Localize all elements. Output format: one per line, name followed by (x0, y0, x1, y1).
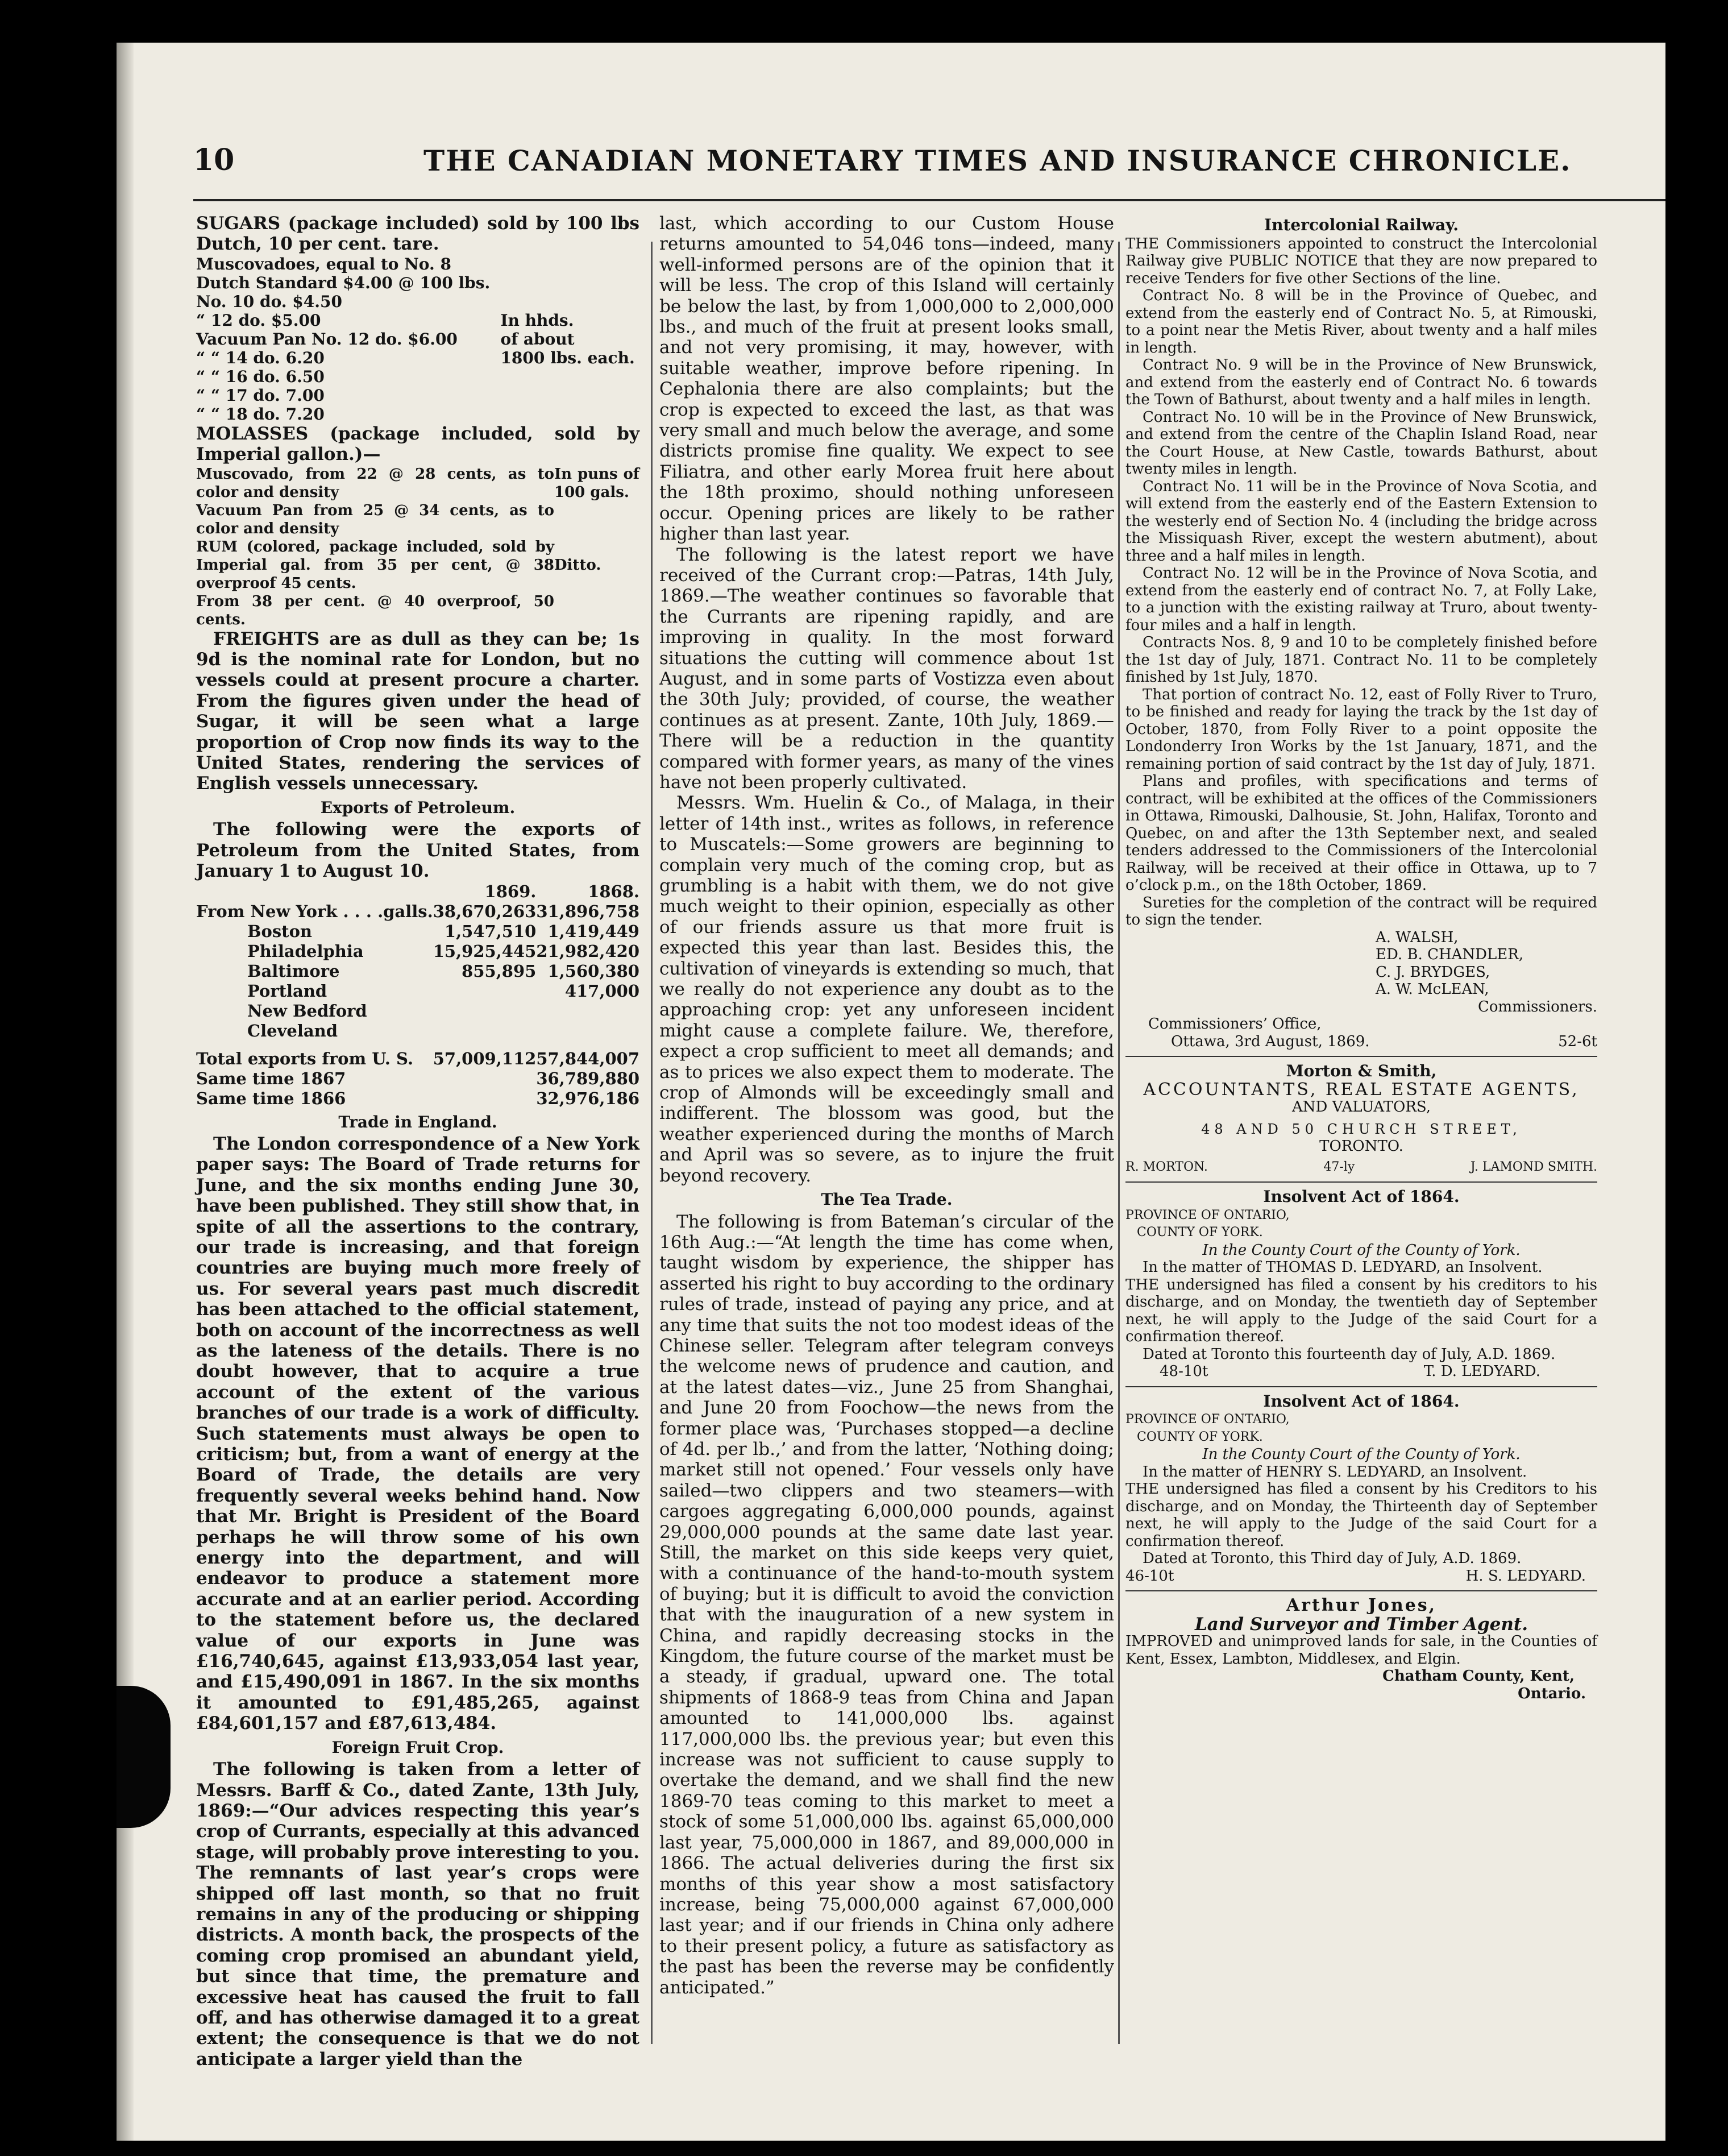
office-line: Commissioners’ Office, (1148, 1015, 1322, 1033)
table-header: 1869. (484, 881, 537, 901)
fruit-heading: Foreign Fruit Crop. (331, 1738, 504, 1757)
table-cell (500, 367, 639, 386)
table-cell (500, 292, 639, 311)
railway-paragraph: THE Commissioners appointed to construct the Intercolonial Railway give PUBLIC NOTICE that they are now prepared to receive Tenders for five other Sections of the line. (1125, 235, 1597, 287)
arthur-jones-subtitle: Land Surveyor and Timber Agent. (1194, 1614, 1528, 1635)
table-cell: From 38 per cent. @ 40 overproof, 50 cents. (196, 592, 554, 628)
morton-smith-city: TORONTO. (1319, 1138, 1403, 1155)
table-row (196, 330, 639, 349)
sugar-table (196, 255, 639, 424)
sign-row (1125, 1363, 1597, 1380)
table-row (196, 465, 639, 501)
railway-paragraph: Sureties for the completion of the contract will be required to sign the tender. (1125, 894, 1597, 928)
insolvent-paragraph: THE undersigned has filed a consent by his Creditors to his discharge, and on Monday, the Thirteenth day of September next, he will apply to the Judge of the said Court for a confirmation thereof. (1125, 1481, 1597, 1550)
morton-smith-address: 48 AND 50 CHURCH STREET, (1201, 1121, 1522, 1137)
column-left (196, 213, 639, 2070)
table-cell: RUM (colored, package included, sold by Imperial gal. from 35 per cent, @ 38 overproof 45 cents. (196, 538, 554, 592)
table-row (196, 1001, 639, 1021)
railway-paragraph: Contract No. 9 will be in the Province of New Brunswick, and extend from the easterly end of Contract No. 6 towards the Town of Bathurst, about twenty and a half miles in length. (1125, 356, 1597, 408)
table-cell: Ditto. (554, 556, 601, 574)
table-cell (536, 1001, 639, 1021)
railway-paragraph: Contracts Nos. 8, 9 and 10 to be completely finished before the 1st day of July, 1871. Contract No. 11 to be completely finished by 1st July, 1870. (1125, 634, 1597, 686)
masthead-title: THE CANADIAN MONETARY TIMES AND INSURANCE CHRONICLE. (423, 144, 1572, 177)
table-cell: In puns of 100 gals. (554, 465, 639, 501)
dated-line: Dated at Toronto, this Third day of July, A.D. 1869. (1143, 1550, 1522, 1567)
page-number: 10 (193, 143, 235, 177)
signer: ED. B. CHANDLER, (1376, 946, 1524, 963)
signature: T. D. LEDYARD. (1423, 1363, 1540, 1380)
court-line: In the County Court of the County of York. (1202, 1241, 1521, 1259)
table-row (196, 311, 639, 330)
insolvent-heading: Insolvent Act of 1864. (1263, 1187, 1460, 1206)
morton-smith-line: ACCOUNTANTS, REAL ESTATE AGENTS, (1143, 1079, 1580, 1100)
ad-code: 48-10t (1160, 1363, 1208, 1380)
table-cell: 32,976,186 (536, 1088, 639, 1108)
table-cell: New Bedford (247, 1001, 367, 1021)
table-cell (500, 255, 639, 273)
ad-code: 47-ly (1323, 1159, 1355, 1174)
table-row (196, 592, 639, 629)
morton-smith-line: AND VALUATORS, (1291, 1098, 1431, 1116)
table-row (196, 942, 639, 961)
railway-paragraph: Contract No. 12 will be in the Province of Nova Scotia, and extend from the easterly end of contract No. 7, at Folly Lake, to a junction with the existing railway at Truro, about twenty-four miles and a half in length. (1125, 565, 1597, 634)
tea-heading: The Tea Trade. (821, 1190, 953, 1209)
dated-line: Dated at Toronto this fourteenth day of July, A.D. 1869. (1143, 1345, 1556, 1363)
partner-name: R. MORTON. (1125, 1159, 1208, 1174)
table-cell: 1,419,449 (547, 921, 639, 941)
signers-block (1125, 929, 1597, 1016)
table-cell: Boston (247, 921, 313, 941)
table-cell: Philadelphia (247, 941, 364, 961)
table-cell (554, 592, 639, 629)
railway-paragraph: That portion of contract No. 12, east of Folly River to Truro, to be finished and ready for laying the track by the 1st day of October, 1870, from Folly River to a point opposite the Londonderry Iron Works by the 1st January, 1871, and the remaining portion of said contract by the 1st day of July, 1871. (1125, 686, 1597, 773)
matter-line: In the matter of THOMAS D. LEDYARD, an Insolvent. (1143, 1259, 1543, 1276)
sugars-lead: SUGARS (package included) sold by 100 lbs Dutch, 10 per cent. tare. (196, 213, 639, 255)
arthur-jones-heading: Arthur Jones, (1286, 1595, 1437, 1615)
table-row (196, 255, 639, 273)
thumb-shadow (117, 1686, 171, 1828)
table-cell: Baltimore (247, 961, 340, 981)
partner-name: J. LAMOND SMITH. (1470, 1159, 1597, 1174)
table-cell (433, 1001, 537, 1021)
table-cell (500, 386, 639, 405)
table-cell: 36,789,880 (536, 1068, 639, 1088)
office-date-row (1125, 1033, 1597, 1051)
railway-heading: Intercolonial Railway. (1264, 215, 1459, 234)
table-cell: Cleveland (247, 1021, 338, 1040)
table-cell: Muscovadoes, equal to No. 8 (196, 254, 451, 273)
table-cell (500, 405, 639, 424)
table-cell: 1,547,510 (444, 921, 537, 941)
table-cell: No. 10 do. $4.50 (196, 292, 342, 311)
table-row (196, 501, 639, 538)
petroleum-intro: The following were the exports of Petroleum from the United States, from January 1 to August 10. (196, 819, 639, 882)
malaga-paragraph: Messrs. Wm. Huelin & Co., of Malaga, in their letter of 14th inst., writes as follows, in reference to Muscatels:—Some growers are beginning to complain very much of the coming crop, but as grumbling is a habit with them, we do not give much weight to their opinion, especially as other of our friends assure us that more fruit is expected this year than last. Besides this, the cultivation of vineyards is extending so much, that we really do not experience any doubt as to the approaching crop: yet any unforeseen incident might cause a complete failure. We, therefore, expect a crop sufficient to meet all demands; and as to prices we also expect them to moderate. The crop of Almonds will be exceedingly small and indifferent. The blossom was good, but the weather experienced during the months of March and April was so severe, as to injure the fruit beyond recovery. (659, 793, 1114, 1186)
table-header-row (196, 882, 639, 902)
freights-paragraph: FREIGHTS are as dull as they can be; 1s 9d is the nominal rate for London, but no vessels could at present procure a charter. From the figures given under the head of Sugar, it will be seen what a large proportion of Crop now finds its way to the United States, rendering the services of English vessels unnecessary. (196, 628, 639, 794)
table-cell (536, 1021, 639, 1041)
morton-smith-names (1125, 1159, 1597, 1176)
place-line: Ontario. (1518, 1685, 1586, 1702)
court-line: In the County Court of the County of York. (1202, 1446, 1521, 1463)
table-cell: In hhds. (500, 310, 574, 330)
table-row (196, 386, 639, 405)
table-header: 1868. (588, 881, 639, 901)
table-row (196, 349, 639, 367)
fruit-paragraph: The following is taken from a letter of Messrs. Barff & Co., dated Zante, 13th July, 1869:—“Our advices respecting this year’s crop of Currants, especially at this advanced stage, will probably prove interesting to you. The remnants of last year’s crops were shipped off last month, so that no fruit remains in any of the producing or shipping districts. A month back, the prospects of the coming crop promised an abundant yield, but since that time, the premature and excessive heat has caused the fruit to fall off, and has otherwise damaged it to a great extent; the consequence is that we do not anticipate a larger yield than the (196, 1759, 639, 2070)
railway-paragraph: Contract No. 10 will be in the Province of New Brunswick, and extend from the centre of the Chaplin Island Road, near the Court House, at New Castle, towards Bathurst, about twenty miles in length. (1125, 408, 1597, 478)
table-cell: 57,844,007 (536, 1048, 639, 1068)
table-cell: 38,670,263 (433, 901, 537, 921)
molasses-table (196, 465, 639, 629)
table-row (196, 922, 639, 942)
table-cell: 417,000 (564, 981, 639, 1001)
table-row (196, 961, 639, 981)
table-row (196, 1041, 639, 1069)
table-row (196, 902, 639, 922)
table-row (196, 292, 639, 311)
ad-rule (1125, 1056, 1597, 1057)
table-cell: Total exports from U. S. (196, 1048, 414, 1068)
place-line: Chatham County, Kent, (1382, 1668, 1575, 1685)
signer: A. W. McLEAN, (1376, 981, 1489, 998)
table-row (196, 1069, 639, 1089)
table-cell: Muscovado, from 22 @ 28 cents, as to color and density (196, 465, 554, 501)
ad-code: 46-10t (1125, 1567, 1174, 1585)
newspaper-page (117, 43, 1665, 2141)
signer: A. WALSH, (1376, 928, 1459, 946)
county-line: COUNTY OF YORK. (1137, 1429, 1263, 1444)
table-cell: 21,982,420 (536, 941, 639, 961)
morton-smith-heading: Morton & Smith, (1286, 1062, 1437, 1080)
ad-rule (1125, 1590, 1597, 1591)
table-cell (433, 981, 537, 1001)
ad-rule (1125, 1386, 1597, 1387)
county-line: COUNTY OF YORK. (1137, 1225, 1263, 1239)
molasses-lead: MOLASSES (package included, sold by Imperial gallon.)— (196, 423, 639, 465)
table-cell: “ 12 do. $5.00 (196, 310, 321, 330)
table-row (196, 1089, 639, 1109)
table-cell: 31,896,758 (536, 901, 639, 921)
currants-paragraph: last, which according to our Custom House returns amounted to 54,046 tons—indeed, many well-informed persons are of the opinion that it will be less. The crop of this Island will certainly be below the last, by from 1,000,000 to 2,000,000 lbs., and much of the fruit at present looks small, and not very promising, it may, however, with suitable weather, improve before ripening. In Cephalonia there are also complaints; but the crop is expected to exceed the last, as that was very small and much below the average, and some districts promise fine quality. We expect to see Filiatra, and other early Morea fruit here about the 18th proximo, should nothing unforeseen occur. Opening prices are likely to be rather higher than last year. (659, 213, 1114, 545)
table-row (196, 981, 639, 1001)
table-row (196, 367, 639, 386)
sign-row (1125, 1568, 1597, 1585)
table-cell (554, 501, 639, 538)
province-line: PROVINCE OF ONTARIO, (1125, 1412, 1290, 1427)
currants-report-paragraph: The following is the latest report we have received of the Currant crop:—Patras, 14th July, 1869.—The weather continues so favorable that the Currants are ripening rapidly, and are improving in quality. In the most forward situations the cutting will commence about 1st August, and in some parts of Vostizza even about the 30th July; provided, of course, the weather continues as at present. Zante, 10th July, 1869.—There will be a reduction in the quantity compared with former years, as many of the vines have not been properly cultivated. (659, 544, 1114, 793)
signer: C. J. BRYDGES, (1376, 963, 1490, 981)
railway-paragraph: Plans and profiles, with specifications and terms of contract, will be exhibited at the offices of the Commissioners in Ottawa, Rimouski, Dalhousie, St. John, Halifax, Toronto and Quebec, on and after the 13th September next, and sealed tenders addressed to the Commissioners of the Intercolonial Railway, will be received at their office in Ottawa, up to 7 o’clock p.m., on the 18th October, 1869. (1125, 773, 1597, 894)
table-cell: “ “ 16 do. 6.50 (196, 367, 325, 386)
railway-paragraph: Contract No. 8 will be in the Province of Quebec, and extend from the easterly end of Contract No. 5, at Rimouski, to a point near the Metis River, about twenty and a half miles in length. (1125, 287, 1597, 356)
table-cell: “ “ 17 do. 7.00 (196, 385, 325, 405)
table-cell: 15,925,445 (433, 941, 537, 961)
column-divider (1118, 242, 1120, 2044)
table-cell: 1,560,380 (547, 961, 639, 981)
table-cell: 57,009,112 (433, 1048, 537, 1068)
table-cell (433, 1021, 537, 1041)
column-divider (651, 242, 653, 2044)
table-cell (500, 273, 639, 292)
table-row (196, 1021, 639, 1041)
signer-title: Commissioners. (1478, 998, 1597, 1015)
table-cell: Vacuum Pan No. 12 do. $6.00 (196, 329, 458, 349)
office-date: Ottawa, 3rd August, 1869. (1171, 1033, 1370, 1050)
table-row (196, 405, 639, 424)
table-cell: “ “ 18 do. 7.20 (196, 404, 325, 424)
signature: H. S. LEDYARD. (1465, 1567, 1586, 1585)
petroleum-table (196, 882, 639, 1109)
insolvent-heading: Insolvent Act of 1864. (1263, 1391, 1460, 1411)
table-cell: Same time 1866 (196, 1088, 346, 1108)
trade-heading: Trade in England. (338, 1112, 497, 1131)
table-cell: Same time 1867 (196, 1068, 346, 1088)
petroleum-heading: Exports of Petroleum. (320, 798, 516, 817)
tea-paragraph: The following is from Bateman’s circular of the 16th Aug.:—“At length the time has come when, taught wisdom by experience, the shipper has asserted his right to buy according to the ordinary rules of trade, instead of paying any price, and at any time that suits the not too modest ideas of the Chinese seller. Telegram after telegram conveys the welcome news of prudence and caution, and at the latest dates—viz., June 25 from Shanghai, and June 20 from Foochow—the news from the former place was, ‘Purchases stopped—a decline of 4d. per lb.,’ and from the latter, ‘Nothing doing; market still not opened.’ Four vessels only have sailed—two clippers and two steamers—with cargoes aggregating 6,000,000 pounds, against 29,000,000 pounds at the same date last year. Still, the market on this side keeps very quiet, with a continuance of the hand-to-mouth system of buying; but it is difficult to avoid the conviction that with the inauguration of a new system in China, and rapidly decreasing stocks in the Kingdom, the future course of the market must be a steady, if gradual, upward one. The total shipments of 1868-9 teas from China and Japan amounted to 141,000,000 lbs. against 117,000,000 lbs. the previous year; but even this increase was not sufficient to cause supply to overtake the demand, and we shall find the new 1869-70 teas coming to this market to meet a stock of some 51,000,000 lbs. against 65,000,000 last year, 75,000,000 in 1867, and 89,000,000 in 1866. The actual deliveries during the first six months of this year show a most satisfactory increase, being 75,000,000 against 67,000,000 last year; and if our friends in China only adhere to their present policy, a future as satisfactory as the past has been the reverse may be confidently anticipated.” (659, 1211, 1114, 1998)
matter-line: In the matter of HENRY S. LEDYARD, an Insolvent. (1143, 1463, 1527, 1481)
header-rule (193, 199, 1665, 201)
table-cell: 1800 lbs. each. (500, 348, 635, 367)
column-middle (659, 213, 1114, 1998)
table-cell (433, 1089, 537, 1109)
table-cell: From New York . . . .galls. (196, 901, 433, 921)
province-line: PROVINCE OF ONTARIO, (1125, 1208, 1290, 1222)
ad-code: 52-6t (1558, 1033, 1597, 1050)
table-row (196, 273, 639, 292)
insolvent-paragraph: THE undersigned has filed a consent by his creditors to his discharge, and on Monday, the twentieth day of September next, he will apply to the Judge of the said Court for a confirmation thereof. (1125, 1276, 1597, 1345)
column-right (1125, 213, 1597, 1702)
table-cell: 855,895 (462, 961, 537, 981)
table-cell: Vacuum Pan from 25 @ 34 cents, as to color and density (196, 501, 554, 537)
table-cell: of about (500, 329, 575, 349)
table-cell: Portland (247, 981, 327, 1001)
table-cell: Dutch Standard $4.00 @ 100 lbs. (196, 273, 491, 292)
ad-rule (1125, 1181, 1597, 1183)
railway-paragraph: Contract No. 11 will be in the Province of Nova Scotia, and will extend from the easterly end of the Eastern Extension to the westerly end of Section No. 4 (including the bridge across the Missiquash River, except the western abutment), about three and a half miles in length. (1125, 478, 1597, 565)
trade-paragraph: The London correspondence of a New York paper says: The Board of Trade returns for June, and the six months ending June 30, have been published. They still show that, in spite of all the assertions to the contrary, our trade is increasing, and that foreign countries are buying much more freely of us. For several years past much discredit has been attached to the official statement, both on account of the incorrectness as well as the lateness of the details. There is no doubt however, that to acquire a true account of the extent of the various branches of our trade is a work of difficulty. Such statements must always be open to criticism; but, from a want of energy at the Board of Trade, the details are very frequently several weeks behind hand. Now that Mr. Bright is President of the Board perhaps he will throw some of his own energy into the department, and will endeavor to produce a statement more accurate and at an earlier period. According to the statement before us, the declared value of our exports in June was £16,740,645, against £13,933,054 last year, and £15,490,091 in 1867. In the six months it amounted to £91,485,265, against £84,601,157 and £87,613,484. (196, 1133, 639, 1734)
table-cell (433, 1069, 537, 1089)
table-cell: “ “ 14 do. 6.20 (196, 348, 325, 367)
arthur-jones-paragraph: IMPROVED and unimproved lands for sale, in the Counties of Kent, Essex, Lambton, Middlesex, and Elgin. (1125, 1633, 1597, 1668)
table-row (196, 538, 639, 592)
